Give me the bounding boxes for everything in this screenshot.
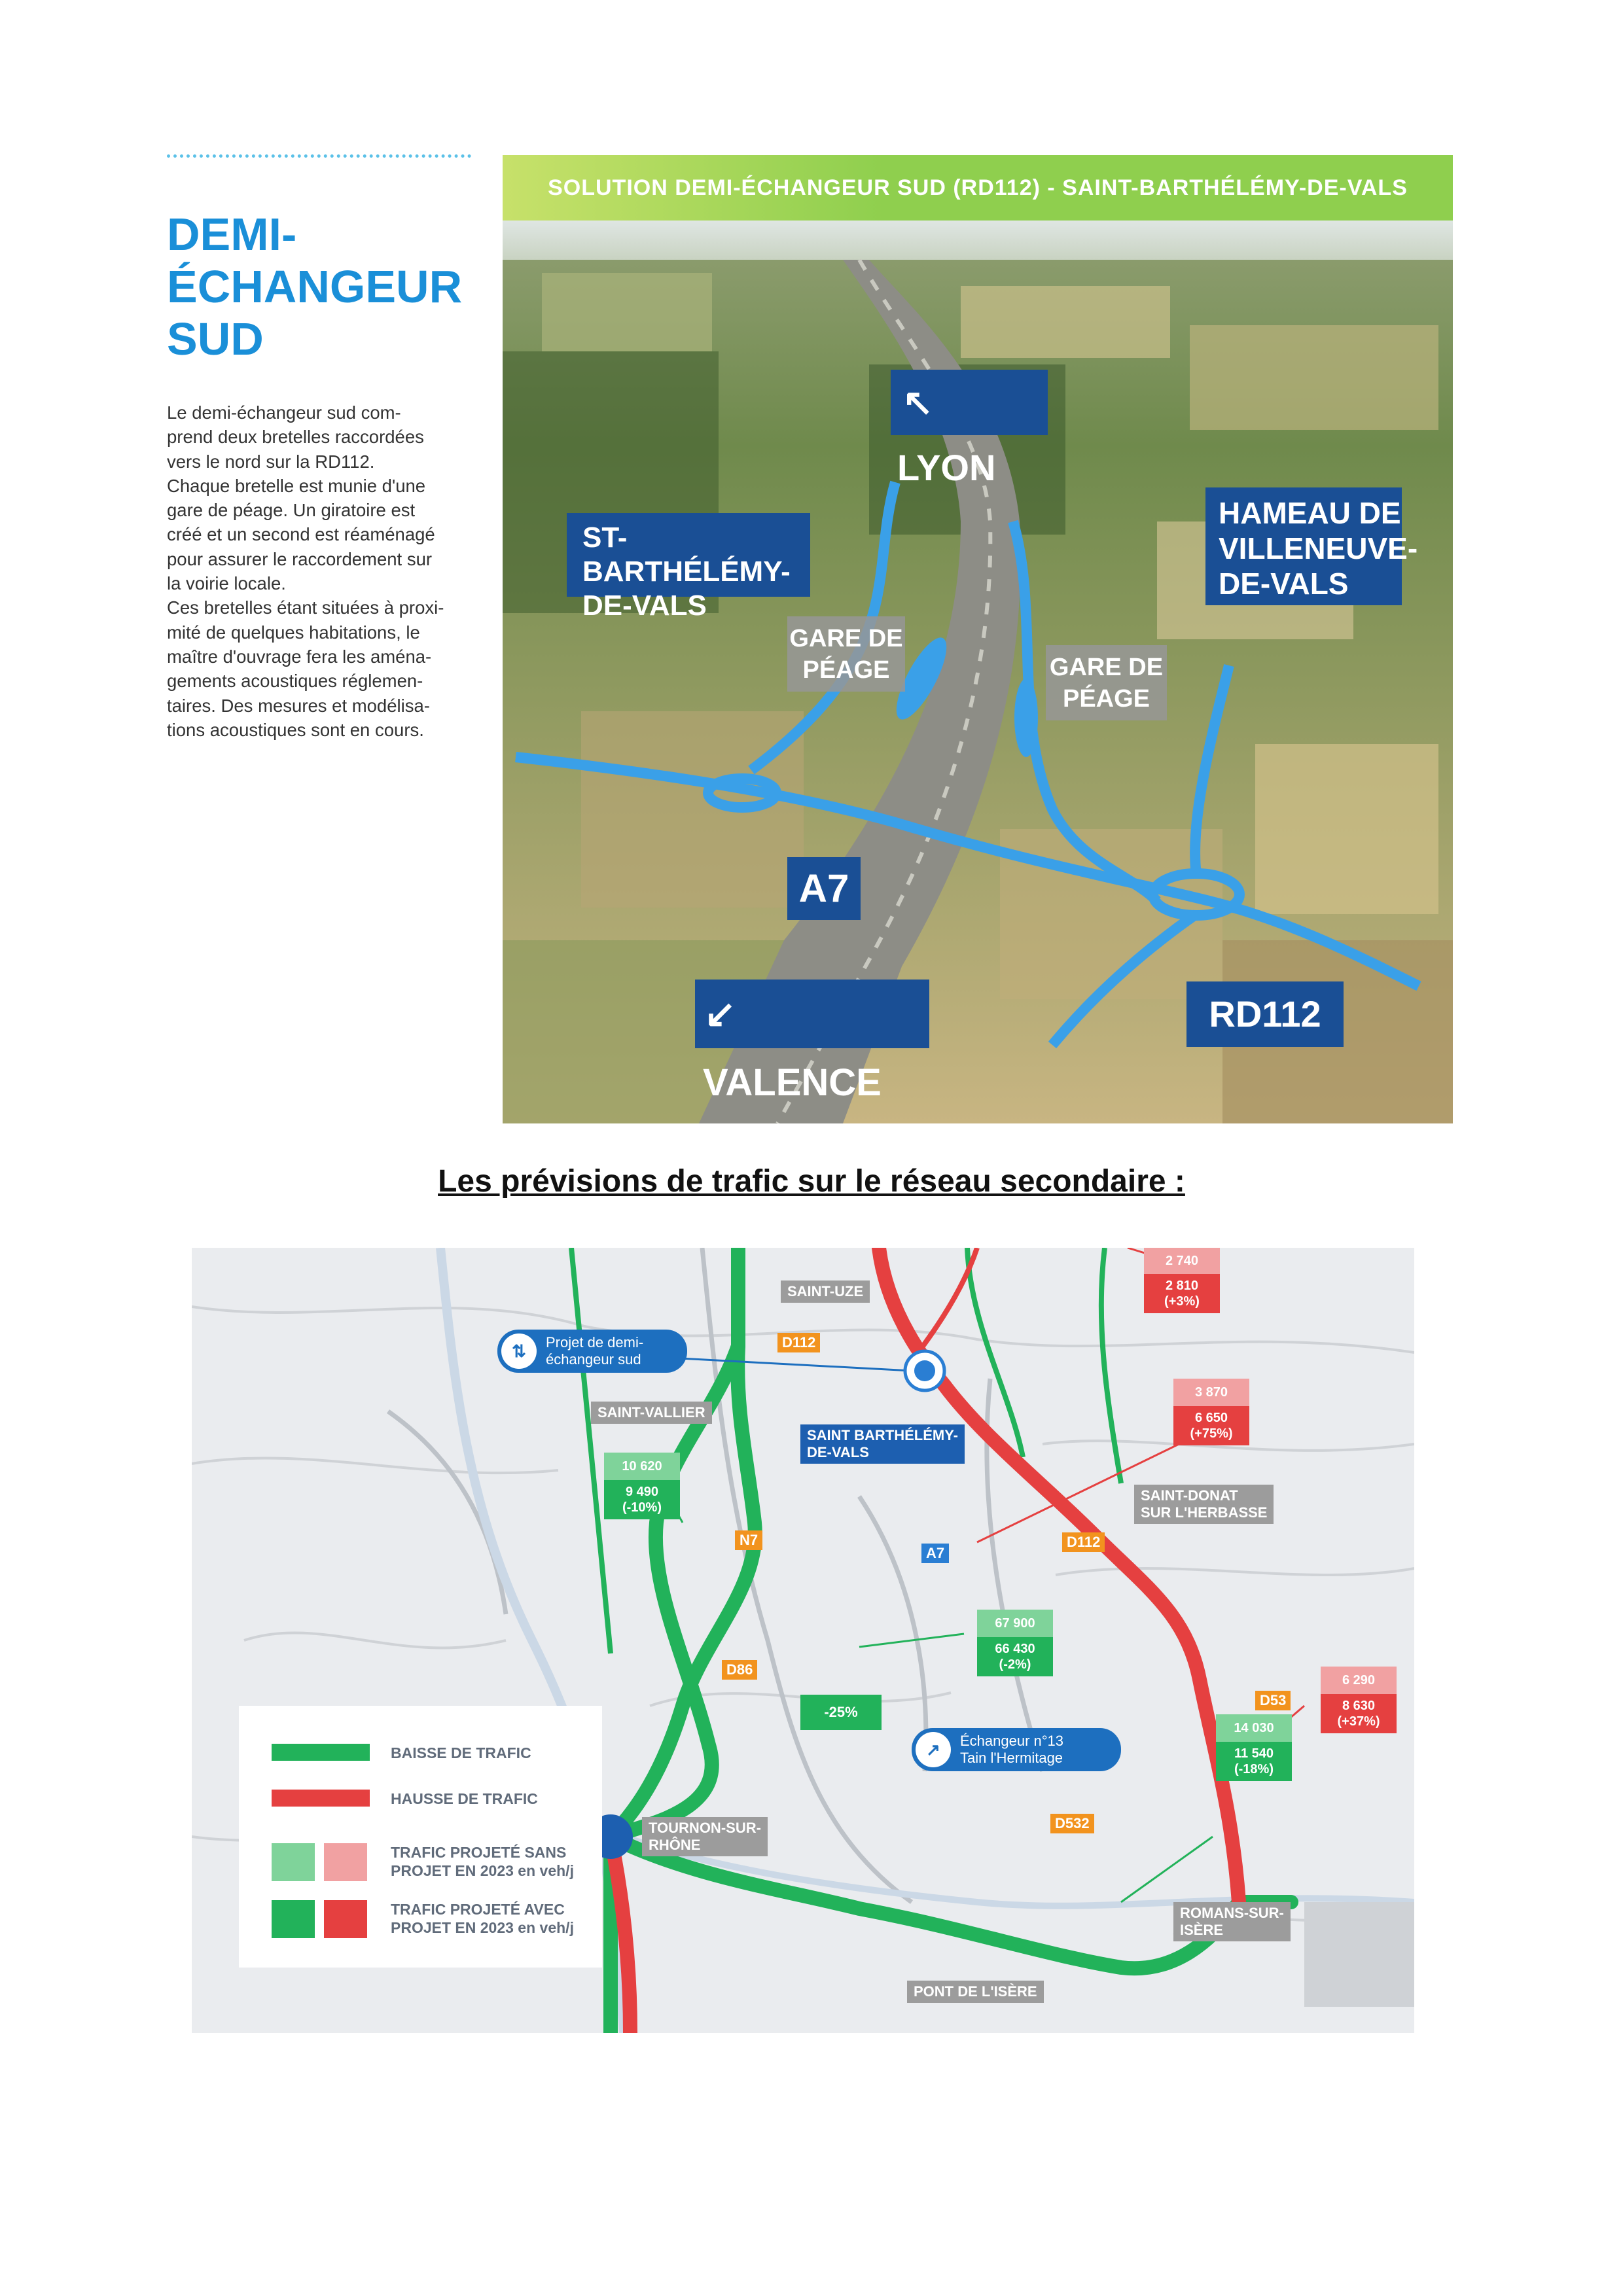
legend-line: TRAFIC PROJETÉ AVEC bbox=[391, 1901, 565, 1918]
count-sans: 10 620 bbox=[604, 1453, 680, 1480]
body-line: tions acoustiques sont en cours. bbox=[167, 719, 424, 740]
count-sans: 6 290 bbox=[1321, 1667, 1397, 1694]
count-pct: (-10%) bbox=[622, 1500, 662, 1515]
aerial-landscape bbox=[503, 155, 1453, 1123]
count-box-c4 bbox=[977, 1610, 1053, 1676]
count-pct: (-18%) bbox=[1234, 1762, 1274, 1776]
exit-icon: ↗ bbox=[916, 1732, 951, 1767]
count-avec: 2 810 bbox=[1165, 1279, 1199, 1293]
page-heading: Les prévisions de trafic sur le réseau secondaire : bbox=[438, 1164, 1185, 1199]
place-line: SAINT-DONAT bbox=[1141, 1487, 1238, 1504]
pill-line: Projet de demi- bbox=[546, 1334, 644, 1351]
body-line: mité de quelques habitations, le bbox=[167, 622, 420, 643]
body-line: maître d'ouvrage fera les aména- bbox=[167, 646, 432, 667]
label-line: PÉAGE bbox=[1062, 685, 1150, 713]
count-sans: 2 740 bbox=[1144, 1248, 1220, 1274]
body-line: pour assurer le raccordement sur bbox=[167, 548, 433, 569]
place-line: TOURNON-SUR- bbox=[649, 1820, 761, 1836]
road-tag-a7: A7 bbox=[921, 1544, 949, 1563]
count-pct: (+37%) bbox=[1337, 1714, 1380, 1729]
label-line: GARE DE bbox=[789, 625, 903, 652]
label-line: VILLENEUVE- bbox=[1219, 531, 1418, 565]
count-avec: 11 540 bbox=[1234, 1746, 1274, 1761]
count-box-c2 bbox=[1173, 1379, 1249, 1445]
rd112-text: RD112 bbox=[1209, 993, 1321, 1034]
legend-label-baisse: BAISSE DE TRAFIC bbox=[391, 1744, 531, 1761]
rd112-label bbox=[1186, 981, 1344, 1047]
road-tag-d112: D112 bbox=[777, 1333, 820, 1352]
label-line: DE-VALS bbox=[582, 590, 707, 622]
arrow-northwest-icon: ↖ bbox=[902, 381, 933, 423]
hameau-label bbox=[1205, 487, 1418, 605]
place-line: ISÈRE bbox=[1180, 1922, 1224, 1938]
gare-peage-right-label bbox=[1046, 645, 1167, 720]
label-line: PÉAGE bbox=[802, 656, 890, 684]
legend-swatch-avec-red bbox=[324, 1900, 367, 1938]
legend-swatch-sans-red bbox=[324, 1843, 367, 1881]
place-line: SUR L'HERBASSE bbox=[1141, 1504, 1268, 1521]
place-saint-vallier: SAINT-VALLIER bbox=[591, 1402, 712, 1424]
place-saint-barthelemy bbox=[800, 1424, 965, 1464]
legend-label-avec bbox=[391, 1900, 574, 1937]
road-tag-n7: N7 bbox=[735, 1530, 762, 1550]
body-line: créé et un second est réaménagé bbox=[167, 524, 435, 545]
section-body bbox=[167, 400, 471, 742]
legend-line: PROJET EN 2023 en veh/j bbox=[391, 1862, 574, 1879]
aerial-banner: SOLUTION DEMI-ÉCHANGEUR SUD (RD112) - SAINT-BARTHÉLÉMY-DE-VALS bbox=[503, 155, 1453, 221]
section-title-line: ÉCHANGEUR bbox=[167, 261, 463, 312]
road-tag-d53: D53 bbox=[1255, 1691, 1291, 1710]
pill-line: échangeur sud bbox=[546, 1351, 641, 1368]
place-tournon bbox=[642, 1817, 768, 1856]
label-line: DE-VALS bbox=[1219, 567, 1349, 601]
place-pont-isere: PONT DE L'ISÈRE bbox=[907, 1981, 1044, 2003]
count-avec: 66 430 bbox=[995, 1642, 1035, 1656]
map-legend bbox=[239, 1706, 602, 1968]
body-line: Chaque bretelle est munie d'une bbox=[167, 475, 426, 496]
count-sans: 14 030 bbox=[1216, 1714, 1292, 1742]
road-tag-d86: D86 bbox=[722, 1660, 757, 1680]
road-tag-d112: D112 bbox=[1062, 1532, 1105, 1552]
legend-line: PROJET EN 2023 en veh/j bbox=[391, 1919, 574, 1936]
a7-label bbox=[787, 857, 861, 920]
arrow-southwest-icon: ↙ bbox=[704, 993, 736, 1035]
echangeur-pill bbox=[912, 1728, 1121, 1771]
traffic-map bbox=[192, 1248, 1414, 2033]
count-pct: (+3%) bbox=[1164, 1294, 1200, 1309]
body-line: gare de péage. Un giratoire est bbox=[167, 500, 416, 521]
label-line: GARE DE bbox=[1049, 654, 1164, 681]
legend-line: TRAFIC PROJETÉ SANS bbox=[391, 1844, 567, 1861]
lyon-text: LYON bbox=[897, 447, 996, 488]
lyon-label bbox=[891, 370, 1048, 488]
minus25-badge: -25% bbox=[800, 1695, 882, 1730]
pill-line: Tain l'Hermitage bbox=[960, 1750, 1063, 1766]
label-line: ST-BARTHÉLÉMY- bbox=[582, 521, 791, 588]
legend-swatch-avec-green bbox=[272, 1900, 315, 1938]
legend-swatch-baisse bbox=[272, 1744, 370, 1761]
body-line: Ces bretelles étant situées à proxi- bbox=[167, 597, 444, 618]
body-line: taires. Des mesures et modélisa- bbox=[167, 695, 430, 716]
interchange-icon: ⇅ bbox=[501, 1333, 537, 1369]
body-line: vers le nord sur la RD112. bbox=[167, 451, 375, 472]
section-title bbox=[167, 208, 468, 365]
count-avec: 8 630 bbox=[1342, 1699, 1376, 1713]
pill-line: Échangeur n°13 bbox=[960, 1733, 1064, 1749]
count-sans: 3 870 bbox=[1173, 1379, 1249, 1406]
legend-label-sans bbox=[391, 1843, 574, 1880]
valence-text: VALENCE bbox=[703, 1061, 882, 1104]
section-title-line: SUD bbox=[167, 313, 264, 364]
body-line: gements acoustiques réglemen- bbox=[167, 671, 423, 692]
count-sans: 67 900 bbox=[977, 1610, 1053, 1637]
gare-peage-left-label bbox=[787, 616, 905, 692]
label-line: HAMEAU DE bbox=[1219, 496, 1401, 530]
st-barthelemy-label bbox=[567, 513, 810, 622]
place-line: SAINT BARTHÉLÉMY- bbox=[807, 1427, 958, 1443]
body-line: Le demi-échangeur sud com- bbox=[167, 402, 401, 423]
count-box-c5 bbox=[1216, 1714, 1292, 1781]
body-line: la voirie locale. bbox=[167, 573, 286, 594]
aerial-photo bbox=[503, 155, 1453, 1123]
count-box-c6 bbox=[1321, 1667, 1397, 1733]
road-tag-d532: D532 bbox=[1050, 1814, 1094, 1833]
legend-swatch-hausse bbox=[272, 1790, 370, 1807]
count-box-c1 bbox=[1144, 1248, 1220, 1313]
section-title-line: DEMI- bbox=[167, 209, 297, 260]
place-line: ROMANS-SUR- bbox=[1180, 1905, 1284, 1921]
place-line: RHÔNE bbox=[649, 1837, 701, 1853]
dotted-divider bbox=[167, 154, 471, 158]
place-saint-uze: SAINT-UZE bbox=[781, 1280, 870, 1303]
place-line: DE-VALS bbox=[807, 1444, 869, 1460]
body-line: prend deux bretelles raccordées bbox=[167, 427, 424, 448]
count-avec: 9 490 bbox=[625, 1485, 659, 1499]
count-pct: (-2%) bbox=[999, 1657, 1031, 1672]
legend-label-hausse: HAUSSE DE TRAFIC bbox=[391, 1790, 538, 1807]
count-box-c3 bbox=[604, 1453, 680, 1519]
count-avec: 6 650 bbox=[1194, 1411, 1228, 1425]
projet-pill bbox=[497, 1330, 687, 1373]
legend-swatch-sans-green bbox=[272, 1843, 315, 1881]
place-saint-donat bbox=[1134, 1485, 1274, 1524]
valence-label bbox=[695, 980, 929, 1104]
a7-text: A7 bbox=[798, 866, 849, 910]
place-romans bbox=[1173, 1902, 1291, 1941]
count-pct: (+75%) bbox=[1190, 1426, 1233, 1441]
